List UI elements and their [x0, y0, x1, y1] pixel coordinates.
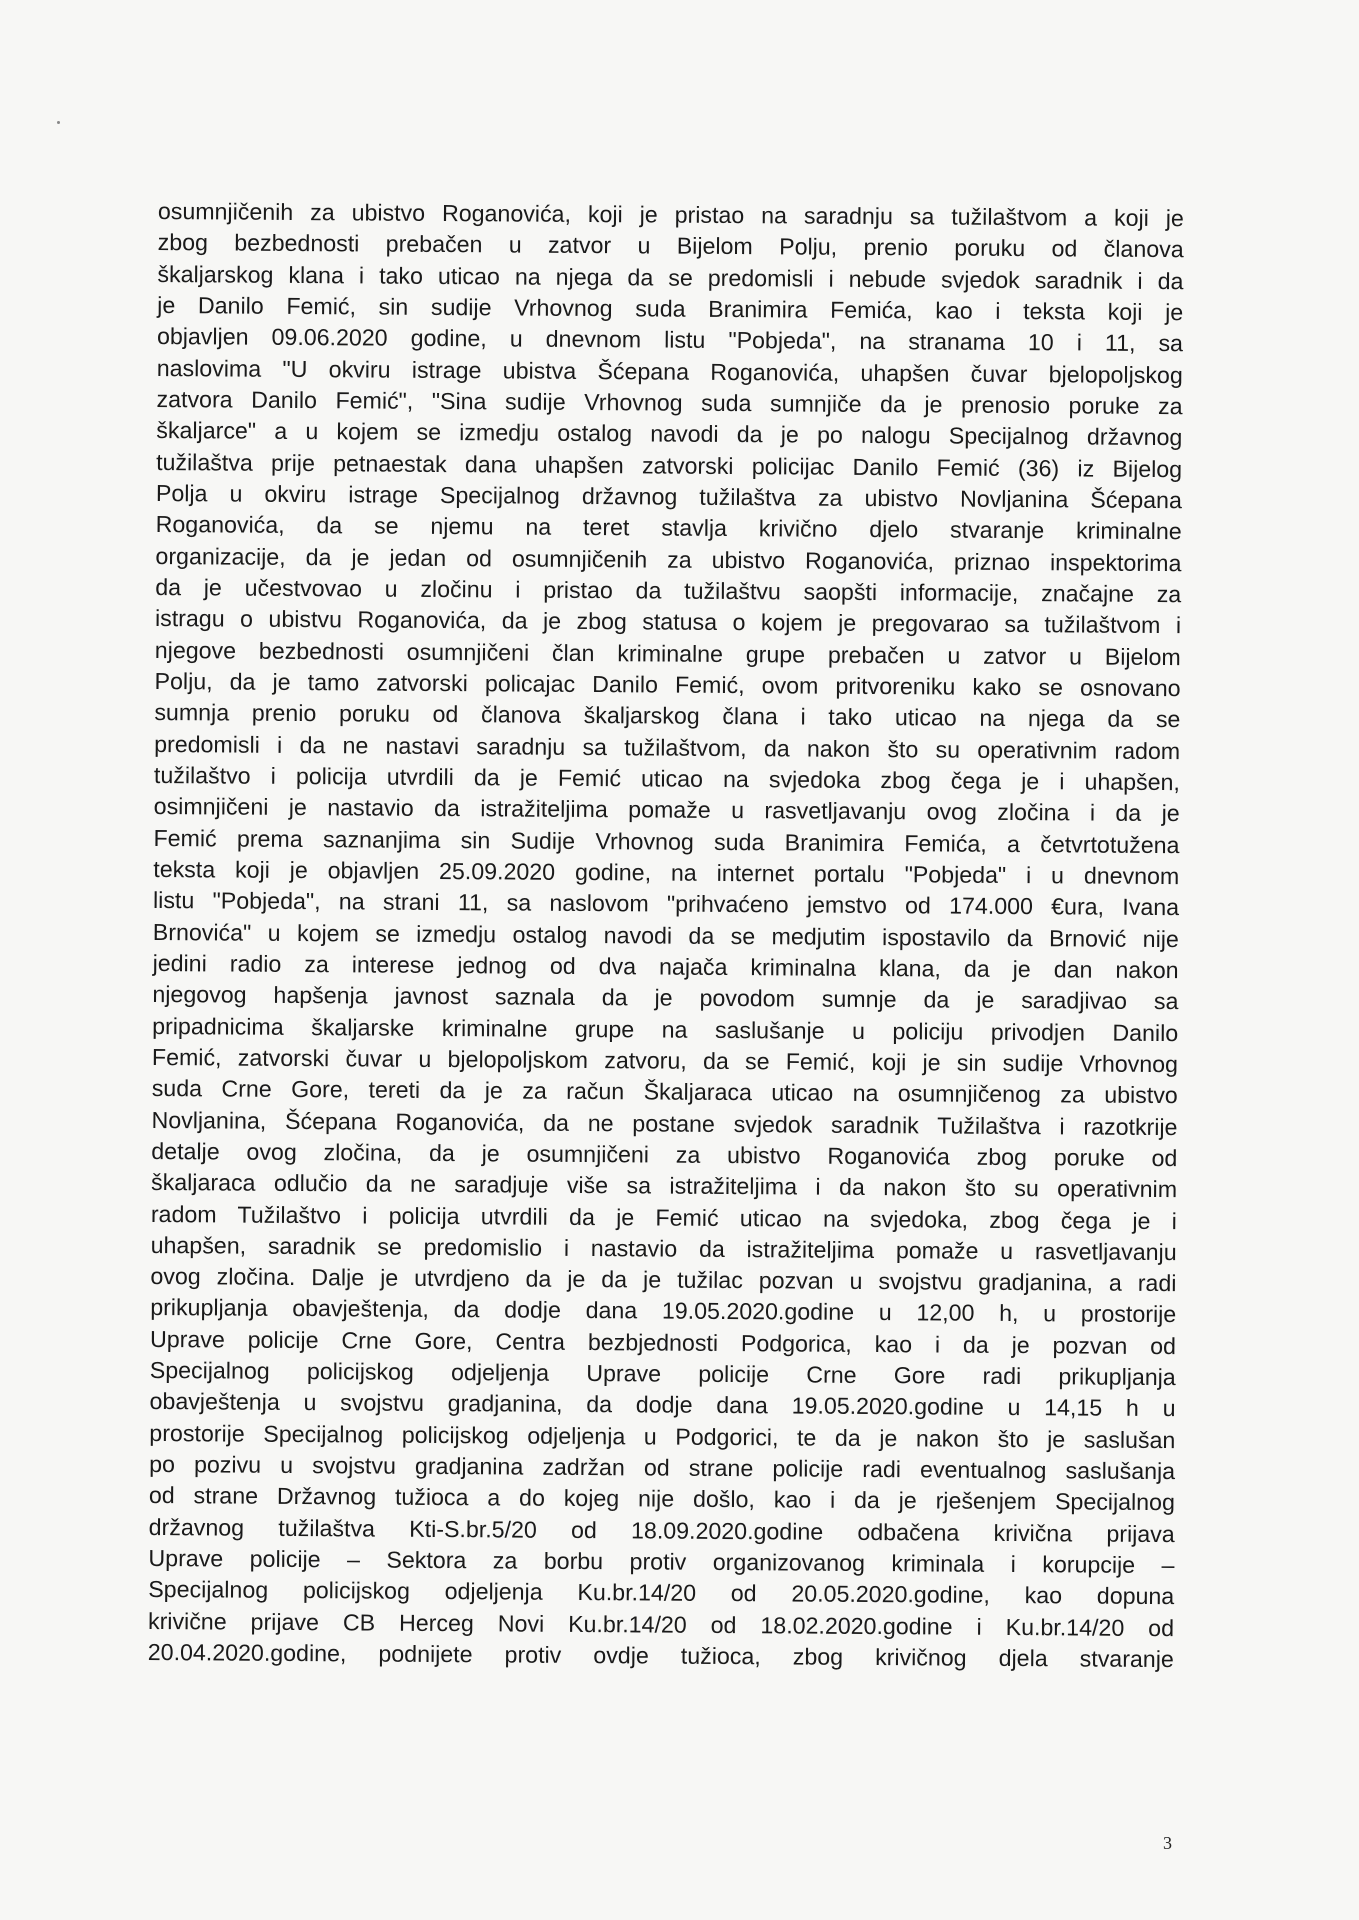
text-line: Novljanina, Šćepana Roganovića, da ne postane svjedok saradnik Tužilaštva i razotkrije: [151, 1106, 1178, 1140]
text-line: osimnjičeni je nastavio da istražiteljima pomaže u rasvetljavanju ovog zločina i da je: [153, 793, 1180, 827]
text-line: Polja u okviru istrage Specijalnog državnog tužilaštva za ubistvo Novljanina Šćepana: [155, 479, 1182, 514]
text-line: jedini radio za interese jednog od dva najača kriminalna klana, da je dan nakon: [152, 949, 1179, 984]
text-line: Specijalnog policijskog odjeljenja Ku.br.14/20 od 20.05.2020.godine, kao dopuna: [148, 1576, 1175, 1610]
text-line: škaljarce" a u kojem se izmedju ostalog navodi da je po nalogu Specijalnog državnog: [156, 417, 1183, 451]
text-line: po pozivu u svojstvu gradjanina zadržan od strane policije radi eventualnog saslušanja: [149, 1451, 1176, 1485]
text-line: Femić prema saznanjima sin Sudije Vrhovnog suda Branimira Femića, a četvrtotužena: [153, 824, 1180, 858]
text-line: suda Crne Gore, tereti da je za račun Škaljaraca uticao na osumnjičenog za ubistvo: [151, 1075, 1178, 1109]
text-line: prikupljanja obavještenja, da dodje dana 19.05.2020.godine u 12,00 h, u prostorije: [150, 1294, 1177, 1328]
text-line: Specijalnog policijskog odjeljenja Uprave policije Crne Gore radi prikupljanja: [149, 1357, 1176, 1391]
text-line: Brnovića" u kojem se izmedju ostalog navodi da se medjutim ispostavilo da Brnović nije: [152, 918, 1179, 952]
text-line: listu "Pobjeda", na strani 11, sa naslovom "prihvaćeno jemstvo od 174.000 €ura, Ivana: [152, 887, 1180, 921]
text-line: detalje ovog zločina, da je osumnjičeni za ubistvo Roganovića zbog poruke od: [151, 1137, 1178, 1171]
text-line: naslovima "U okviru istrage ubistva Šćepana Roganovića, uhapšen čuvar bjelopoljskog: [156, 354, 1183, 388]
text-line: tužilaštva prije petnaestak dana uhapšen zatvorski policijac Danilo Femić (36) iz Bijelog: [156, 448, 1183, 482]
text-line: je Danilo Femić, sin sudije Vrhovnog suda Branimira Femića, kao i teksta koji je: [157, 291, 1184, 326]
text-line: krivične prijave CB Herceg Novi Ku.br.14/20 od 18.02.2020.godine i Ku.br.14/20 od: [147, 1607, 1175, 1641]
text-line: da je učestvovao u zločinu i pristao da tužilaštvu saopšti informacije, značajne za: [155, 573, 1182, 608]
text-line: Roganovića, da se njemu na teret stavlja krivično djelo stvaranje kriminalne: [155, 511, 1182, 545]
text-line: Uprave policije Crne Gore, Centra bezbjednosti Podgorica, kao i da je pozvan od: [149, 1325, 1177, 1359]
text-line: predomisli i da ne nastavi saradnju sa tužilaštvom, da nakon što su operativnim radom: [154, 730, 1181, 764]
text-line: sumnja prenio poruku od članova škaljarskog člana i tako uticao na njega da se: [154, 699, 1181, 733]
document-body-text: [148, 196, 1184, 1676]
text-line: objavljen 09.06.2020 godine, u dnevnom listu "Pobjeda", na stranama 10 i 11, sa: [156, 323, 1184, 357]
text-line: zbog bezbednosti prebačen u zatvor u Bijelom Polju, prenio poruku od članova: [157, 229, 1184, 263]
text-line: državnog tužilaštva Kti-S.br.5/20 od 18.09.2020.godine odbačena krivična prijava: [148, 1513, 1175, 1547]
text-line: njegovog hapšenja javnost saznala da je povodom sumnje da je saradjivao sa: [152, 981, 1179, 1015]
text-line: Femić, zatvorski čuvar u bjelopoljskom zatvoru, da se Femić, koji je sin sudije Vrhovnog: [151, 1043, 1179, 1078]
text-line: uhapšen, saradnik se predomislio i nastavio da istražiteljima pomaže u rasvetljavanju: [150, 1231, 1177, 1265]
text-line: 20.04.2020.godine, podnijete protiv ovdje tužioca, zbog krivičnog djela stvaranje: [147, 1639, 1174, 1673]
scan-speck: [57, 121, 60, 124]
text-line: organizacije, da je jedan od osumnjičenih za ubistvo Roganovića, priznao inspektorima: [155, 542, 1182, 576]
text-line: pripadnicima škaljarske kriminalne grupe na saslušanje u policiju privodjen Danilo: [152, 1012, 1179, 1046]
text-line: škaljaraca odlučio da ne saradjuje više sa istražiteljima i da nakon što su operativnim: [151, 1169, 1178, 1203]
text-line: Uprave policije – Sektora za borbu protiv organizovanog kriminala i korupcije –: [148, 1545, 1175, 1579]
text-line: istragu o ubistvu Roganovića, da je zbog statusa o kojem je pregovarao sa tužilaštvom i: [154, 605, 1182, 639]
text-line: njegove bezbednosti osumnjičeni član kriminalne grupe prebačen u zatvor u Bijelom: [154, 636, 1181, 670]
text-line: tužilaštvo i policija utvrdili da je Femić uticao na svjedoka zbog čega je i uhapšen,: [153, 761, 1181, 796]
text-line: ovog zločina. Dalje je utvrdjeno da je da je tužilac pozvan u svojstvu gradjanina, a radi: [150, 1263, 1177, 1297]
text-line: od strane Državnog tužioca a do kojeg nije došlo, kao i da je rješenjem Specijalnog: [148, 1482, 1175, 1516]
text-line: teksta koji je objavljen 25.09.2020 godine, na internet portalu "Pobjeda" i u dnevnom: [153, 855, 1180, 890]
text-line: osumnjičenih za ubistvo Roganovića, koji je pristao na saradnju sa tužilaštvom a koji je: [157, 197, 1184, 232]
page-number: 3: [1163, 1833, 1172, 1853]
text-line: radom Tužilaštvo i policija utvrdili da je Femić uticao na svjedoka, zbog čega je i: [150, 1200, 1177, 1234]
text-line: Polju, da je tamo zatvorski policajac Danilo Femić, ovom pritvoreniku kako se osnovano: [154, 667, 1181, 702]
text-line: obavještenja u svojstvu gradjanina, da dodje dana 19.05.2020.godine u 14,15 h u: [149, 1388, 1176, 1422]
text-line: zatvora Danilo Femić", "Sina sudije Vrhovnog suda sumnjiče da je prenosio poruke za: [156, 385, 1183, 420]
text-line: prostorije Specijalnog policijskog odjeljenja u Podgorici, te da je nakon što je saslušan: [149, 1419, 1176, 1453]
text-line: škaljarskog klana i tako uticao na njega da se predomisli i nebude svjedok saradnik i da: [157, 260, 1184, 294]
